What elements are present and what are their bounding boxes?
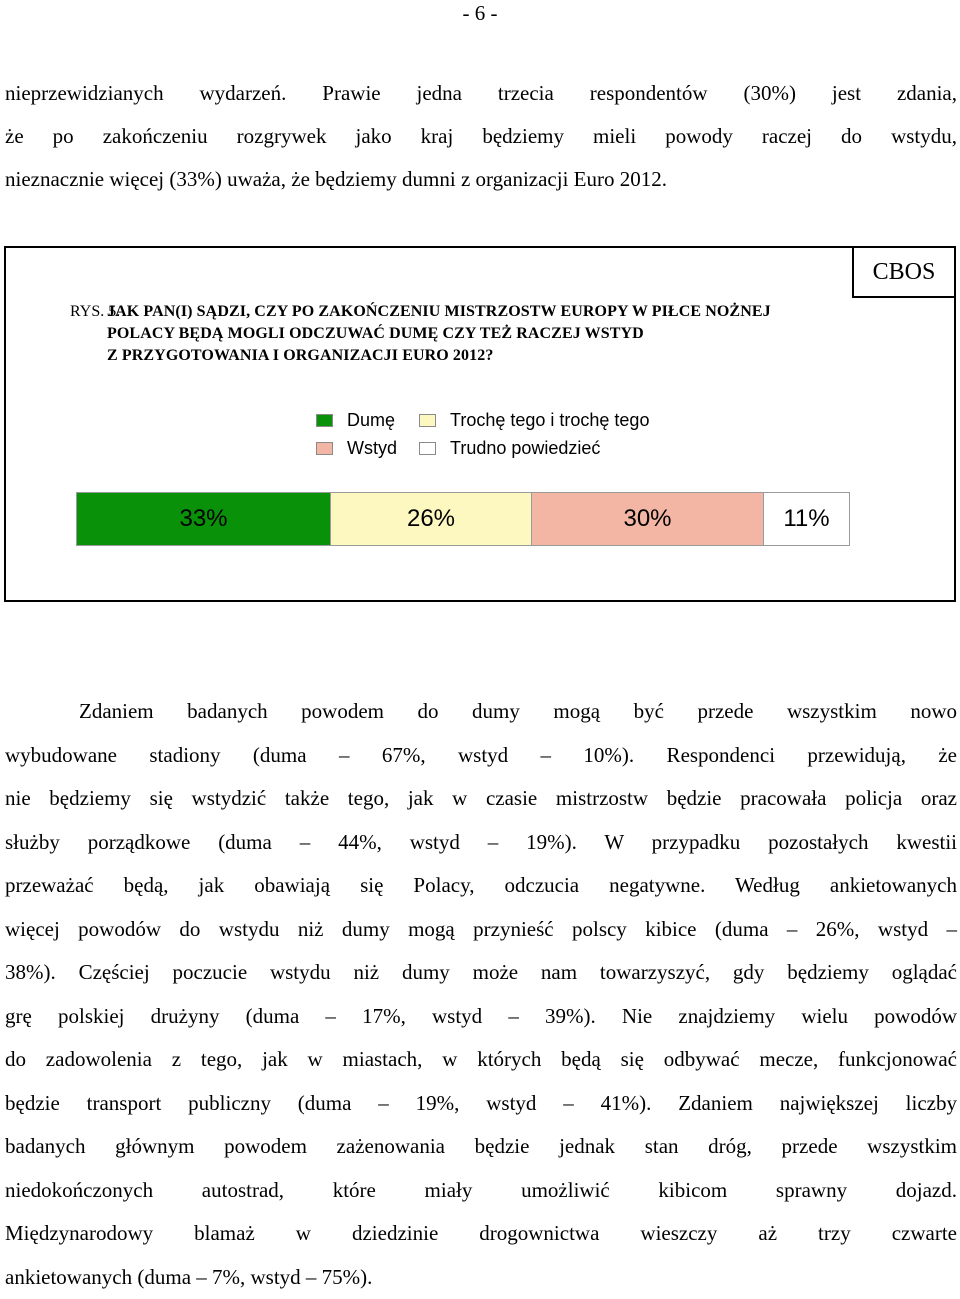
text-line: więcej powodów do wstydu niż dumy mogą przynieść polscy kibice (duma – 26%, wstyd – [5,908,957,952]
bar-segment [764,492,850,546]
legend-swatch [419,414,436,427]
legend-label: Trudno powiedzieć [450,438,600,459]
paragraph-intro [5,72,957,201]
figure-title-line: Z PRZYGOTOWANIA I ORGANIZACJI EURO 2012? [107,345,771,367]
bar-segment [331,492,532,546]
text-line: niedokończonych autostrad, które miały umożliwić kibicom sprawny dojazd. [5,1169,957,1213]
text-line: badanych głównym powodem zażenowania będzie jednak stan dróg, przede wszystkim [5,1125,957,1169]
bar-value-label: 33% [179,505,227,533]
text-line: służby porządkowe (duma – 44%, wstyd – 19%). W przypadku pozostałych kwestii [5,821,957,865]
bar-value-label: 30% [623,505,671,533]
stacked-bar-chart [76,492,850,548]
text-line: Zdaniem badanych powodem do dumy mogą być przede wszystkim nowo [5,690,957,734]
figure-title-line: JAK PAN(I) SĄDZI, CZY PO ZAKOŃCZENIU MISTRZOSTW EUROPY W PIŁCE NOŻNEJ [107,301,771,323]
source-label: CBOS [852,246,956,298]
bar-segment [76,492,331,546]
text-line: wybudowane stadiony (duma – 67%, wstyd – 10%). Respondenci przewidują, że [5,734,957,778]
legend-item [316,438,397,459]
legend-label: Dumę [347,410,395,431]
bar-value-label: 11% [783,505,829,533]
text-line: do zadowolenia z tego, jak w miastach, w których będą się odbywać mecze, funkcjonować [5,1038,957,1082]
legend-swatch [419,442,436,455]
text-line: nie będziemy się wstydzić także tego, jak w czasie mistrzostw będzie pracowała policja oraz [5,777,957,821]
legend-item [419,410,649,431]
text-line: nieznacznie więcej (33%) uważa, że będziemy dumni z organizacji Euro 2012. [5,158,957,201]
legend-swatch [316,414,333,427]
figure-title [107,301,771,367]
page-number: - 6 - [0,0,960,26]
figure-label: RYS. 5. [70,301,120,323]
text-line: nieprzewidzianych wydarzeń. Prawie jedna trzecia respondentów (30%) jest zdania, [5,72,957,115]
text-line: ankietowanych (duma – 7%, wstyd – 75%). [5,1256,957,1299]
legend-label: Trochę tego i trochę tego [450,410,649,431]
text-line: że po zakończeniu rozgrywek jako kraj będziemy mieli powody raczej do wstydu, [5,115,957,158]
bar-value-label: 26% [407,505,455,533]
text-line: Międzynarodowy blamaż w dziedzinie drogownictwa wieszczy aż trzy czwarte [5,1212,957,1256]
text-line: grę polskiej drużyny (duma – 17%, wstyd – 39%). Nie znajdziemy wielu powodów [5,995,957,1039]
text-line: będzie transport publiczny (duma – 19%, wstyd – 41%). Zdaniem największej liczby [5,1082,957,1126]
legend-item [419,438,600,459]
legend-label: Wstyd [347,438,397,459]
paragraph-body [5,690,957,1299]
bar-segment [532,492,764,546]
legend-item [316,410,395,431]
text-line: 38%). Częściej poczucie wstydu niż dumy może nam towarzyszyć, gdy będziemy oglądać [5,951,957,995]
legend-swatch [316,442,333,455]
figure-frame [4,246,956,602]
figure-title-line: POLACY BĘDĄ MOGLI ODCZUWAĆ DUMĘ CZY TEŻ RACZEJ WSTYD [107,323,771,345]
text-line: przeważać będą, jak obawiają się Polacy, odczucia negatywne. Według ankietowanych [5,864,957,908]
